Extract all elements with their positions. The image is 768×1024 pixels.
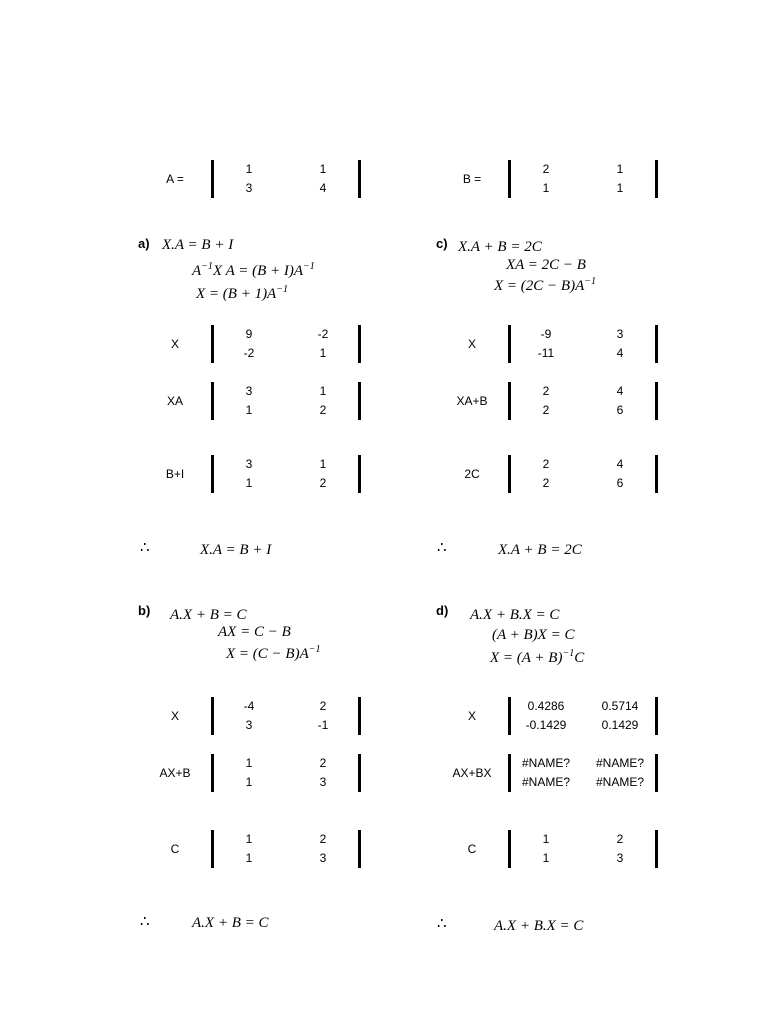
matrix-cell: 1 [319,346,327,360]
matrix-right-bracket [655,830,658,868]
matrix-cell: 6 [616,403,624,417]
matrix-right-bracket [358,455,361,493]
section-tag: d) [436,603,449,618]
matrix-cell: 9 [245,327,253,341]
matrix-row-label: B+I [165,467,185,481]
matrix-cell: 1 [245,403,253,417]
matrix-cell: 3 [245,181,253,195]
matrix-cell: 2 [542,162,550,176]
matrix-cell: 2 [319,756,327,770]
matrix-cell: 3 [319,775,327,789]
matrix-right-bracket [655,754,658,792]
matrix-cell: 0.5714 [601,699,639,713]
matrix-cell: 1 [542,181,550,195]
therefore-symbol: ∴ [140,913,150,930]
matrix-cell: 1 [542,851,550,865]
conclusion-b: A.X + B = C [192,915,269,931]
matrix-right-bracket [655,325,658,363]
matrix-cell: 1 [245,162,253,176]
matrix-cell: 3 [245,384,253,398]
matrix-cell: 4 [616,384,624,398]
matrix-cell: -1 [317,718,329,732]
matrix-cell: 3 [245,457,253,471]
matrix-cell: 1 [245,775,253,789]
matrix-row-label: XA [166,394,183,408]
matrix-cell: #NAME? [521,775,571,789]
matrix-cell: #NAME? [595,775,645,789]
matrix-right-bracket [358,697,361,735]
matrix-cell: 2 [542,403,550,417]
matrix-cell: 1 [245,851,253,865]
equation-line: AX = C − B [218,624,291,640]
matrix-cell: 0.1429 [601,718,639,732]
matrix-cell: 1 [319,162,327,176]
matrix-cell: -9 [540,327,552,341]
matrix-cell: 4 [616,457,624,471]
equation-line: $X = (2C - B)A^{-1}$ [494,276,596,294]
matrix-cell: 2 [542,384,550,398]
section-tag: a) [138,236,150,251]
equation-line: $A^{-1}X$ $A = (B + I)A^{-1}$ [192,261,315,279]
matrix-row-label: X [467,709,476,723]
conclusion-a: X.A = B + I [200,542,272,558]
matrix-a-label: A = [166,172,184,186]
therefore-symbol: ∴ [140,539,150,556]
matrix-row-label: X [170,709,179,723]
conclusion-d: A.X + B.X = C [494,918,584,934]
matrix-row-label: C [467,842,477,856]
matrix-cell: #NAME? [521,756,571,770]
matrix-cell: #NAME? [595,756,645,770]
matrix-right-bracket [358,754,361,792]
matrix-cell: 2 [542,476,550,490]
matrix-row-label: X [170,337,179,351]
matrix-right-bracket [358,382,361,420]
matrix-cell: 1 [245,756,253,770]
therefore-symbol: ∴ [437,539,447,556]
matrix-right-bracket [655,697,658,735]
matrix-cell: 2 [319,403,327,417]
matrix-row-label: C [170,842,180,856]
matrix-right-bracket [358,830,361,868]
matrix-cell: 3 [616,851,624,865]
matrix-right-bracket [655,160,658,198]
equation-line: X.A = B + I [162,237,234,253]
matrix-cell: 1 [542,832,550,846]
section-tag: c) [436,236,448,251]
section-tag: b) [138,603,151,618]
equation-line: $X = (B + 1)A^{-1}$ [196,284,288,302]
matrix-cell: 4 [319,181,327,195]
matrix-cell: 0.4286 [527,699,565,713]
matrix-cell: 3 [245,718,253,732]
matrix-cell: 1 [245,476,253,490]
matrix-cell: -0.1429 [525,718,567,732]
matrix-cell: 1 [616,162,624,176]
matrix-cell: -2 [317,327,329,341]
matrix-cell: 2 [616,832,624,846]
matrix-cell: 1 [616,181,624,195]
matrix-b-label: B = [462,172,482,186]
matrix-cell: 2 [542,457,550,471]
matrix-cell: 2 [319,832,327,846]
therefore-symbol: ∴ [437,915,447,932]
matrix-right-bracket [358,160,361,198]
equation-line: $X = (C - B)A^{-1}$ [226,644,321,662]
equation-line: A.X + B = C [170,607,247,623]
conclusion-c: X.A + B = 2C [498,542,582,558]
equation-line: X.A + B = 2C [458,239,542,255]
matrix-row-label: XA+B [456,394,488,408]
matrix-cell: 1 [319,384,327,398]
matrix-cell: 3 [616,327,624,341]
equation-line: XA = 2C − B [506,257,586,273]
matrix-row-label: X [467,337,476,351]
matrix-cell: 6 [616,476,624,490]
matrix-cell: 2 [319,476,327,490]
equation-line: $X = (A + B)^{-1}C$ [490,648,585,666]
matrix-right-bracket [655,455,658,493]
matrix-right-bracket [358,325,361,363]
matrix-right-bracket [655,382,658,420]
equation-line: A.X + B.X = C [470,607,560,623]
matrix-cell: 4 [616,346,624,360]
matrix-row-label: AX+BX [452,766,492,780]
equation-line: (A + B)X = C [492,627,575,643]
matrix-cell: -11 [537,346,555,360]
matrix-cell: 1 [319,457,327,471]
matrix-cell: -4 [243,699,255,713]
matrix-row-label: 2C [464,467,480,481]
matrix-cell: -2 [243,346,255,360]
matrix-cell: 1 [245,832,253,846]
matrix-row-label: AX+B [159,766,191,780]
matrix-cell: 2 [319,699,327,713]
matrix-cell: 3 [319,851,327,865]
